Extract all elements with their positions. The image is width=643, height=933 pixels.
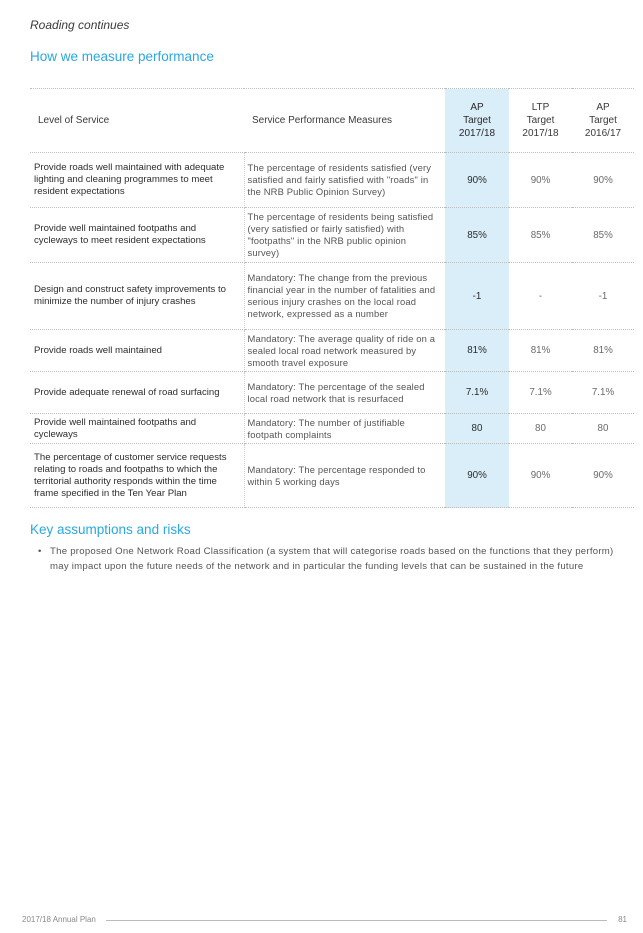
table-header-row (30, 89, 634, 153)
table-row (30, 414, 634, 444)
ap-2016-17-value: -1 (572, 263, 634, 330)
ap-2016-17-value: 85% (572, 208, 634, 263)
ap-2017-18-value: 90% (445, 444, 509, 508)
column-header-ltp-2017-18 (509, 89, 572, 153)
ap-2016-17-value: 81% (572, 330, 634, 372)
list-item (38, 544, 634, 574)
running-title: Roading continues (30, 18, 130, 32)
table-row (30, 153, 634, 208)
level-of-service-cell: Provide roads well maintained (30, 330, 244, 372)
column-header-ap-2017-18 (445, 89, 509, 153)
ap-2016-17-value: 80 (572, 414, 634, 444)
measure-cell: Mandatory: The percentage responded to within 5 working days (244, 444, 445, 508)
level-of-service-cell: Provide well maintained footpaths and cycleways (30, 414, 244, 444)
ltp-2017-18-value: - (509, 263, 572, 330)
column-header-measure: Service Performance Measures (244, 89, 445, 153)
risks-section-title: Key assumptions and risks (30, 522, 191, 537)
level-of-service-cell: The percentage of customer service requests relating to roads and footpaths to which the territorial authority responds within the time frame specified in the Ten Year Plan (30, 444, 244, 508)
footer-document-title: 2017/18 Annual Plan (22, 915, 96, 924)
ltp-2017-18-value: 90% (509, 444, 572, 508)
measure-cell: Mandatory: The change from the previous financial year in the number of fatalities and serious injury crashes on the local road network, expressed as a number (244, 263, 445, 330)
ap-2017-18-value: -1 (445, 263, 509, 330)
header-line: AP (470, 102, 484, 113)
ltp-2017-18-value: 80 (509, 414, 572, 444)
ap-2016-17-value: 7.1% (572, 372, 634, 414)
list-item-text: The proposed One Network Road Classification (a system that will categorise roads based on the functions that they perform) may impact upon the future needs of the network and in particular the funding levels that can be sustained in the future (50, 546, 614, 572)
measure-cell: Mandatory: The number of justifiable footpath complaints (244, 414, 445, 444)
table-row (30, 208, 634, 263)
header-line: Target (526, 115, 555, 126)
header-line: 2017/18 (458, 128, 496, 139)
header-line: 2017/18 (522, 128, 559, 139)
measure-cell: The percentage of residents being satisfied (very satisfied or fairly satisfied) with "footpaths" in the NRB public opinion survey) (244, 208, 445, 263)
ap-2016-17-value: 90% (572, 153, 634, 208)
column-header-ap-2016-17 (572, 89, 634, 153)
header-line: 2016/17 (584, 128, 622, 139)
page-footer (22, 915, 627, 927)
ap-2017-18-value: 81% (445, 330, 509, 372)
header-line: AP (596, 102, 610, 113)
header-line: LTP (531, 102, 550, 113)
ap-2017-18-value: 85% (445, 208, 509, 263)
measure-cell: Mandatory: The percentage of the sealed local road network that is resurfaced (244, 372, 445, 414)
ltp-2017-18-value: 85% (509, 208, 572, 263)
level-of-service-cell: Provide adequate renewal of road surfacing (30, 372, 244, 414)
measure-cell: Mandatory: The average quality of ride on a sealed local road network measured by smooth travel exposure (244, 330, 445, 372)
measure-cell: The percentage of residents satisfied (very satisfied and fairly satisfied with "roads" in the NRB Public Opinion Survey) (244, 153, 445, 208)
risks-list (38, 544, 634, 574)
ltp-2017-18-value: 81% (509, 330, 572, 372)
level-of-service-cell: Design and construct safety improvements to minimize the number of injury crashes (30, 263, 244, 330)
footer-rule (106, 920, 607, 921)
header-line: Target (463, 115, 491, 126)
ltp-2017-18-value: 7.1% (509, 372, 572, 414)
performance-section-title: How we measure performance (30, 49, 214, 64)
table-row (30, 330, 634, 372)
ap-2017-18-value: 90% (445, 153, 509, 208)
ap-2016-17-value: 90% (572, 444, 634, 508)
table-row (30, 372, 634, 414)
table-row (30, 444, 634, 508)
level-of-service-cell: Provide well maintained footpaths and cycleways to meet resident expectations (30, 208, 244, 263)
performance-table (30, 88, 634, 508)
page-number: 81 (618, 915, 627, 924)
column-header-level: Level of Service (30, 89, 244, 153)
header-line: Target (589, 115, 617, 126)
ap-2017-18-value: 80 (445, 414, 509, 444)
level-of-service-cell: Provide roads well maintained with adequate lighting and cleaning programmes to meet resident expectations (30, 153, 244, 208)
ap-2017-18-value: 7.1% (445, 372, 509, 414)
bullet-icon: • (38, 546, 42, 557)
table-row (30, 263, 634, 330)
ltp-2017-18-value: 90% (509, 153, 572, 208)
